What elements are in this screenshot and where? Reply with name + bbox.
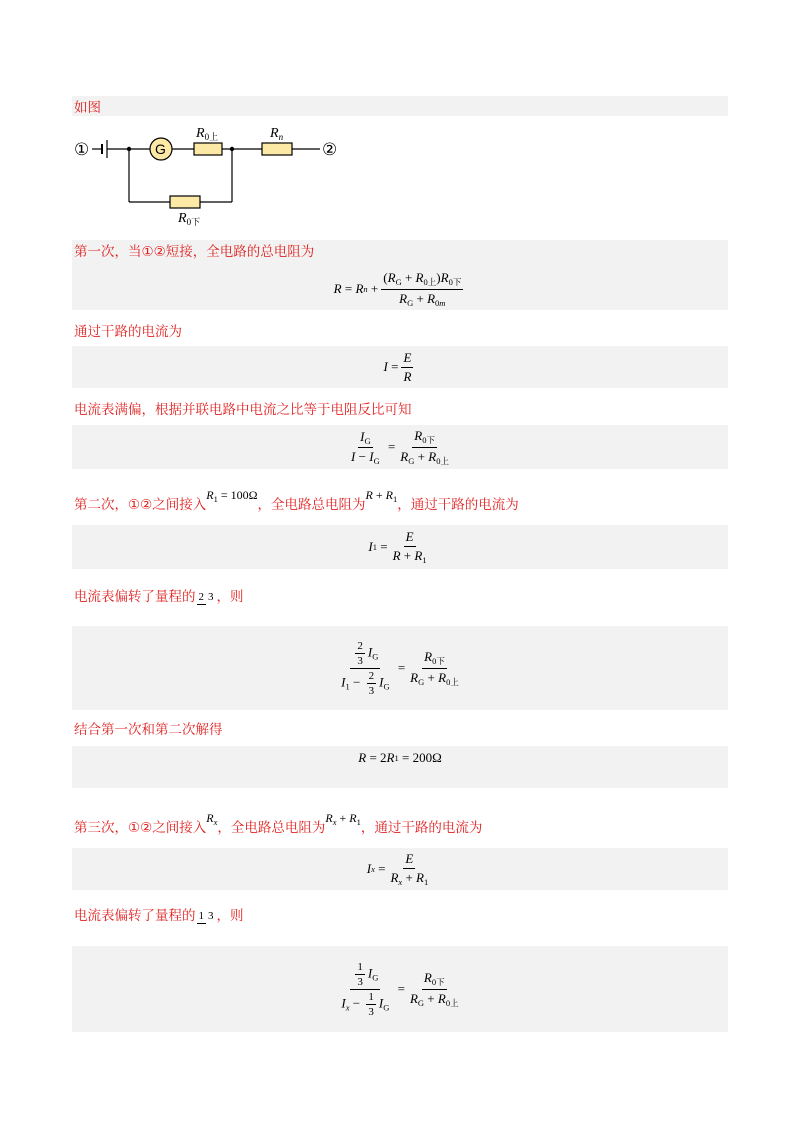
circuit-diagram <box>72 124 340 230</box>
total-resistance-formula: R = R n + $\frac{(R_G + R_{0上})R_{0下}}{R_G + R_{0m}}$ <box>333 270 462 308</box>
terminal-1-label: ① <box>74 140 90 160</box>
second-time-text-a: 第二次，①②之间接入 <box>74 497 207 513</box>
combine-text: 结合第一次和第二次解得 <box>74 722 223 738</box>
resistor-r0-bottom <box>170 196 200 208</box>
main-current-text: 通过干路的电流为 <box>74 324 182 340</box>
third-time-line: 第三次，①②之间接入$R_x$，全电路总电阻为$R_x + R_1$，通过干路的电流为 <box>74 811 483 836</box>
resistor-rn <box>262 143 292 155</box>
galvanometer-label: G <box>155 141 166 157</box>
i1-formula: I 1 = $\frac{E}{R + R_1}$ <box>368 529 427 565</box>
full-scale-text: 电流表满偏，根据并联电路中电流之比等于电阻反比可知 <box>74 402 412 418</box>
first-time-text: 第一次，当①②短接，全电路的总电阻为 <box>74 244 315 260</box>
second-time-line: 第二次，①②之间接入$R_1 = 100\Omega$，全电路总电阻为$R + R_1$，通过干路的电流为 <box>74 488 519 513</box>
resistor-r0-top <box>194 143 222 155</box>
r0-top-label: $R_{0上}$ <box>196 126 219 142</box>
deflect-two-thirds-line: 电流表偏转了量程的 2 3 ，则 <box>74 589 244 605</box>
second-time-text-b: ，全电路总电阻为 <box>257 497 366 513</box>
terminal-2-label: ② <box>322 140 338 160</box>
deflect-one-third-line: 电流表偏转了量程的 1 3 ，则 <box>74 908 244 924</box>
intro-text: 如图 <box>74 100 101 116</box>
r0-bottom-label: $R_{0下}$ <box>178 211 201 227</box>
ix-formula: I x = $\frac{E}{R_x + R_1}$ <box>366 851 429 887</box>
result-formula: R = 2 R 1 = 200Ω <box>358 750 442 765</box>
second-time-text-c: ，通过干路的电流为 <box>397 497 519 513</box>
ratio-formula: $\frac{I_G}{I - I_G}$ = $\frac{R_{0下}}{R_G + R_{0上}}$ <box>351 427 449 466</box>
current-formula: I = $\frac{E}{R}$ <box>383 349 412 384</box>
intro-band <box>72 96 728 116</box>
rn-label: $R_n$ <box>270 126 284 142</box>
one-third-formula: $\frac{1}{3}$ $I_G$ $I_x$ − $\frac{1}{3}$ $I_G$ = $\frac{R_{0下}}{R_G + R_{0上}}$ <box>341 960 459 1018</box>
two-thirds-formula: $\frac{2}{3}$ $I_G$ $I_1$ − $\frac{2}{3}$ $I_G$ = $\frac{R_{0下}}{R_G + R_{0上}}$ <box>341 639 459 697</box>
r1-value: 100Ω <box>230 488 258 502</box>
